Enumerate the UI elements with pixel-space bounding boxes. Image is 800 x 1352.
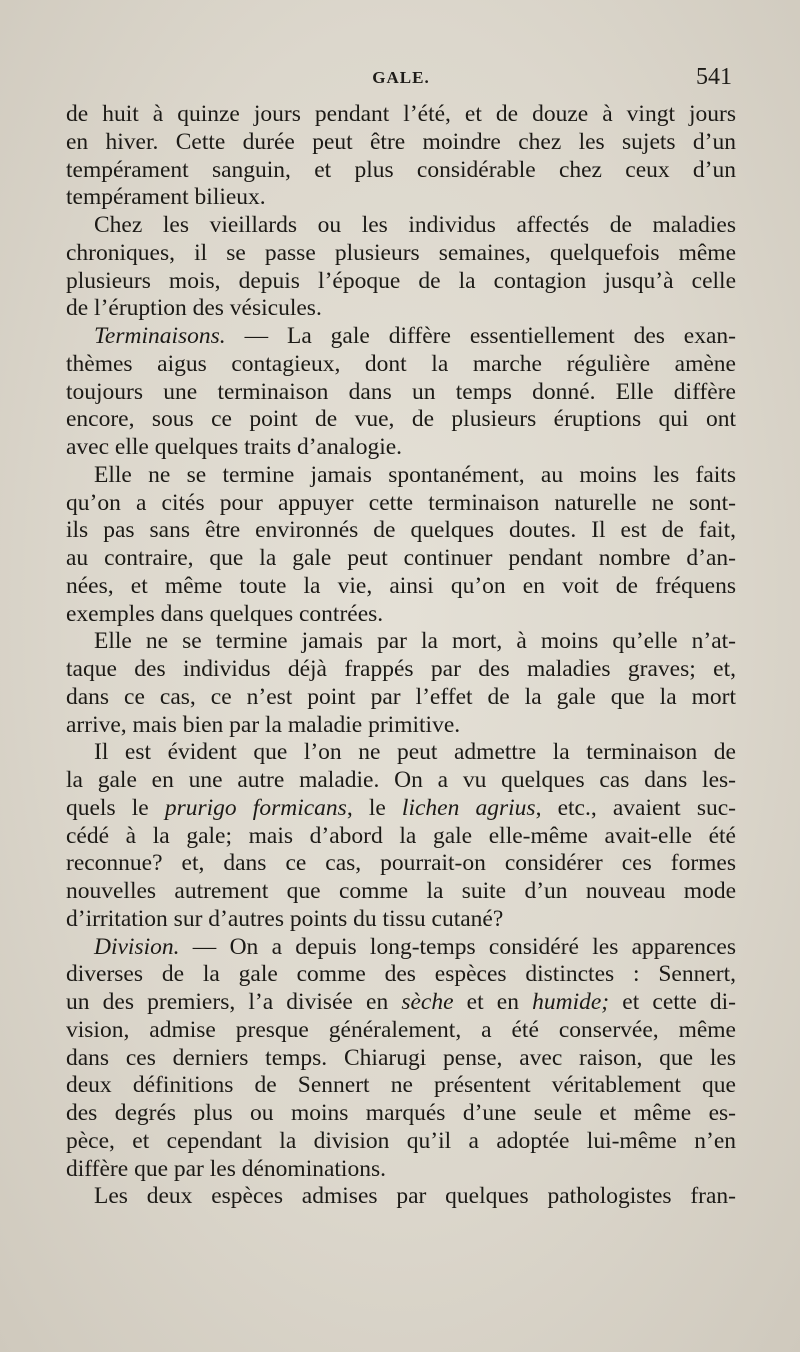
text-line: vision, admise presque généralement, a été conservée, même [66,1016,736,1043]
text-line: la gale en une autre maladie. On a vu quelques cas dans les- [66,767,736,793]
text-segment: et cette di- [609,989,736,1015]
text-line [66,323,736,351]
italic-term: lichen agrius [401,794,536,821]
text-line: dans ce cas, ce n’est point par l’effet de la gale que la mort [66,683,736,710]
page-header [66,64,736,94]
text-line: Elle ne se termine jamais spontanément, au moins les faits [94,461,736,488]
text-line: Il est évident que l’on ne peut admettre la terminaison de [94,739,736,766]
text-line: des degrés plus ou moins marqués d’une seule et même es- [66,1100,736,1126]
text-line: d’irritation sur d’autres points du tissu cutané? [66,905,504,932]
text-line: qu’on a cités pour appuyer cette terminaison naturelle ne sont- [66,489,736,516]
text-line: au contraire, que la gale peut continuer pendant nombre d’an- [66,545,736,571]
text-line: nouvelles autrement que comme la suite d’un nouveau mode [66,878,736,904]
text-line: de huit à quinze jours pendant l’été, et de douze à vingt jours [66,101,736,127]
text-line: dans ces derniers temps. Chiarugi pense, avec raison, que les [66,1044,736,1071]
text-line [66,934,736,962]
text-line: cédé à la gale; mais d’abord la gale elle-même avait-elle été [66,822,736,849]
text-line: en hiver. Cette durée peut être moindre chez les sujets d’un [66,128,736,155]
text-segment: — La gale diffère essentiellement des exan- [225,323,736,349]
text-line: diverses de la gale comme des espèces distinctes : Sennert, [66,961,736,988]
text-line: tempérament sanguin, et plus considérable chez ceux d’un [66,156,736,183]
italic-term: prurigo formicans [164,794,347,821]
text-line: plusieurs mois, depuis l’époque de la contagion jusqu’à celle [66,267,736,294]
text-line: de l’éruption des vésicules. [66,295,322,322]
section-heading: Division. [94,933,180,960]
text-line: diffère que par les dénominations. [66,1155,386,1182]
text-line: Les deux espèces admises par quelques pathologistes fran- [94,1183,736,1210]
page-number: 541 [696,64,732,90]
text-line: Chez les vieillards ou les individus affectés de maladies [94,212,736,238]
text-line: deux définitions de Sennert ne présentent véritablement que [66,1072,736,1099]
text-line: ils pas sans être environnés de quelques doutes. Il est de fait, [66,517,736,544]
text-line: taque des individus déjà frappés par des maladies graves; et, [66,656,736,682]
text-line: thèmes aigus contagieux, dont la marche régulière amène [66,350,736,377]
text-line: reconnue? et, dans ce cas, pourrait-on considérer ces formes [66,850,736,877]
text-line [66,795,736,823]
text-line: encore, sous ce point de vue, de plusieurs éruptions qui ont [66,406,736,433]
text-segment: et en [453,989,533,1015]
text-segment: — On a depuis long-temps considéré les apparences [179,933,736,960]
text-segment: quels le [66,794,165,821]
section-heading: Terminaisons. [94,323,226,349]
text-line: avec elle quelques traits d’analogie. [66,434,403,460]
text-line [66,989,736,1017]
italic-term: humide; [532,989,610,1015]
text-line: toujours une terminaison dans un temps donné. Elle diffère [66,378,736,405]
text-line: tempérament bilieux. [66,184,266,211]
text-segment: , etc., avaient suc- [535,794,736,821]
italic-term: sèche [401,989,454,1015]
text-line: chroniques, il se passe plusieurs semaines, quelquefois même [66,239,736,266]
text-line: pèce, et cependant la division qu’il a adoptée lui-même n’en [66,1127,736,1154]
body-text [66,101,736,1211]
running-head: GALE. [372,68,430,87]
text-line: nées, et même toute la vie, ainsi qu’on en voit de fréquens [66,572,736,599]
text-line: Elle ne se termine jamais par la mort, à moins qu’elle n’at- [94,628,736,655]
text-segment: un des premiers, l’a divisée en [66,989,402,1015]
text-line: exemples dans quelques contrées. [66,600,384,627]
text-segment: , le [346,794,402,821]
text-line: arrive, mais bien par la maladie primitive. [66,711,461,738]
